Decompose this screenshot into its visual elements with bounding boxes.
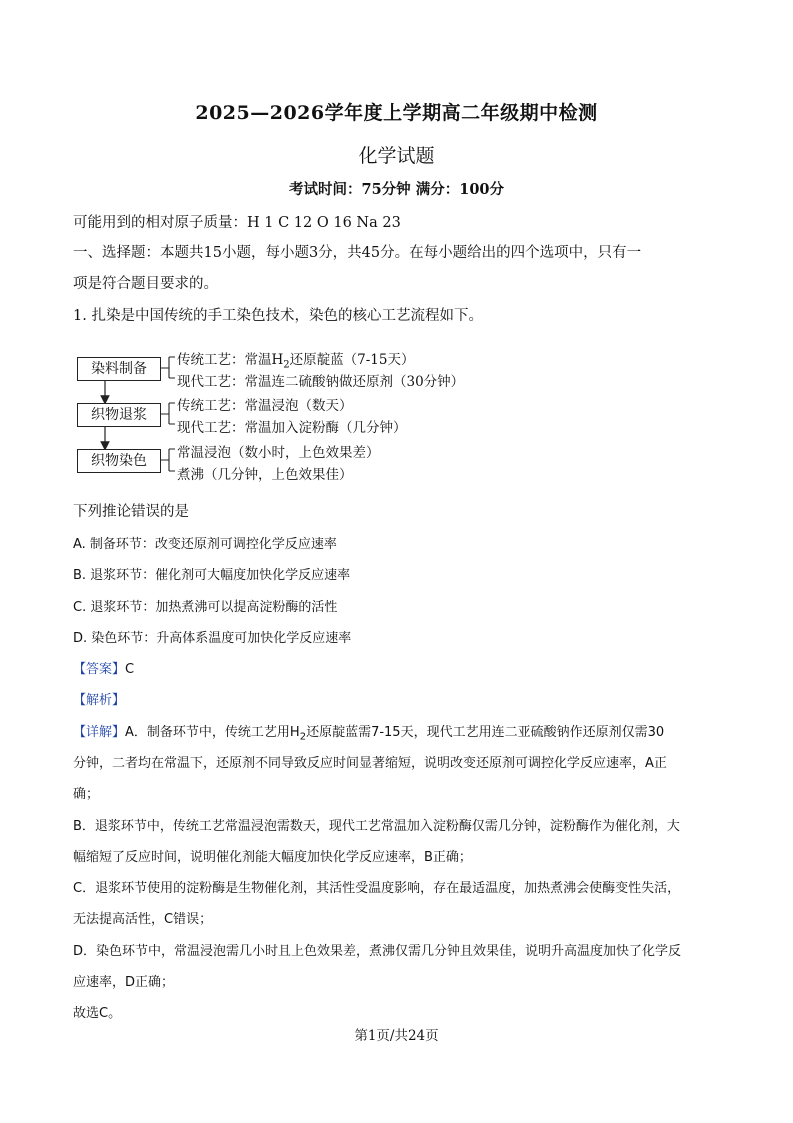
explanation-a-line3: 确； [73, 787, 100, 802]
exam-title: 2025—2026学年度上学期高二年级期中检测 [195, 102, 598, 124]
explanation-a-line2: 分钟，二者均在常温下，还原剂不同导致反应时间显著缩短，说明改变还原剂可调控化学反应速率，A正 [73, 756, 667, 771]
section-heading-line2: 项是符合题目要求的。 [73, 276, 218, 292]
dye-room-temp: 常温浸泡（数小时，上色效果差） [177, 445, 380, 461]
explanation-d-line2: 应速率，D正确； [73, 975, 175, 990]
page-number: 第1页/共24页 [354, 1028, 439, 1044]
answer-value: C [125, 662, 135, 677]
bracket-2 [161, 403, 175, 424]
exam-subtitle: 化学试题 [358, 145, 435, 167]
section-heading-line1: 一、选择题：本题共15小题，每小题3分，共45分。在每小题给出的四个选项中，只有一 [73, 245, 642, 261]
explanation-a-line1: 【详解】A．制备环节中，传统工艺用$H_2$还原靛蓝需7-15天，现代工艺用连二亚硫酸钠作还原剂仅需30 [73, 725, 665, 743]
answer-label: 【答案】 [73, 662, 126, 677]
option-b: B. 退浆环节：催化剂可大幅度加快化学反应速率 [73, 568, 351, 583]
answer-line [73, 658, 134, 677]
box-dye-preparation: 染料制备 [77, 357, 161, 381]
question-prompt: 下列推论错误的是 [73, 504, 189, 520]
explanation-b-line1: B．退浆环节中，传统工艺常温浸泡需数天，现代工艺常温加入淀粉酶仅需几分钟，淀粉酶作为催化剂，大 [73, 819, 680, 834]
desize-modern: 现代工艺：常温加入淀粉酶（几分钟） [177, 420, 407, 436]
explanation-c-line1: C．退浆环节使用的淀粉酶是生物催化剂，其活性受温度影响，存在最适温度，加热煮沸会使酶变性失活， [73, 881, 681, 896]
explanation-b-line2: 幅缩短了反应时间，说明催化剂能大幅度加快化学反应速率，B正确； [73, 850, 472, 865]
prep-modern: 现代工艺：常温连二硫酸钠做还原剂（30分钟） [177, 374, 465, 390]
bracket-1 [161, 357, 175, 378]
exam-time-info: 考试时间：75分钟 满分：100分 [289, 181, 504, 198]
prep-traditional: 传统工艺：常温$H_2$还原靛蓝（7-15天） [177, 352, 415, 371]
box-desizing: 织物退浆 [77, 403, 161, 427]
atomic-masses: 可能用到的相对原子质量：H 1 C 12 O 16 Na 23 [73, 215, 401, 231]
analysis-label: 【解析】 [73, 693, 126, 708]
conclusion: 故选C。 [73, 1006, 122, 1021]
dye-boiling: 煮沸（几分钟，上色效果佳） [177, 467, 353, 483]
option-a: A. 制备环节：改变还原剂可调控化学反应速率 [73, 537, 337, 552]
explanation-c-line2: 无法提高活性，C错误； [73, 912, 213, 927]
option-c: C. 退浆环节：加热煮沸可以提高淀粉酶的活性 [73, 600, 338, 615]
explanation-d-line1: D．染色环节中，常温浸泡需几小时且上色效果差，煮沸仅需几分钟且效果佳，说明升高温度加快了化学反 [73, 944, 682, 959]
bracket-3 [161, 449, 175, 471]
box-dyeing: 织物染色 [77, 449, 161, 473]
question-stem: 1. 扎染是中国传统的手工染色技术，染色的核心工艺流程如下。 [73, 308, 483, 324]
process-flow-diagram [73, 344, 493, 484]
desize-traditional: 传统工艺：常温浸泡（数天） [177, 398, 353, 414]
option-d: D. 染色环节：升高体系温度可加快化学反应速率 [73, 631, 352, 646]
